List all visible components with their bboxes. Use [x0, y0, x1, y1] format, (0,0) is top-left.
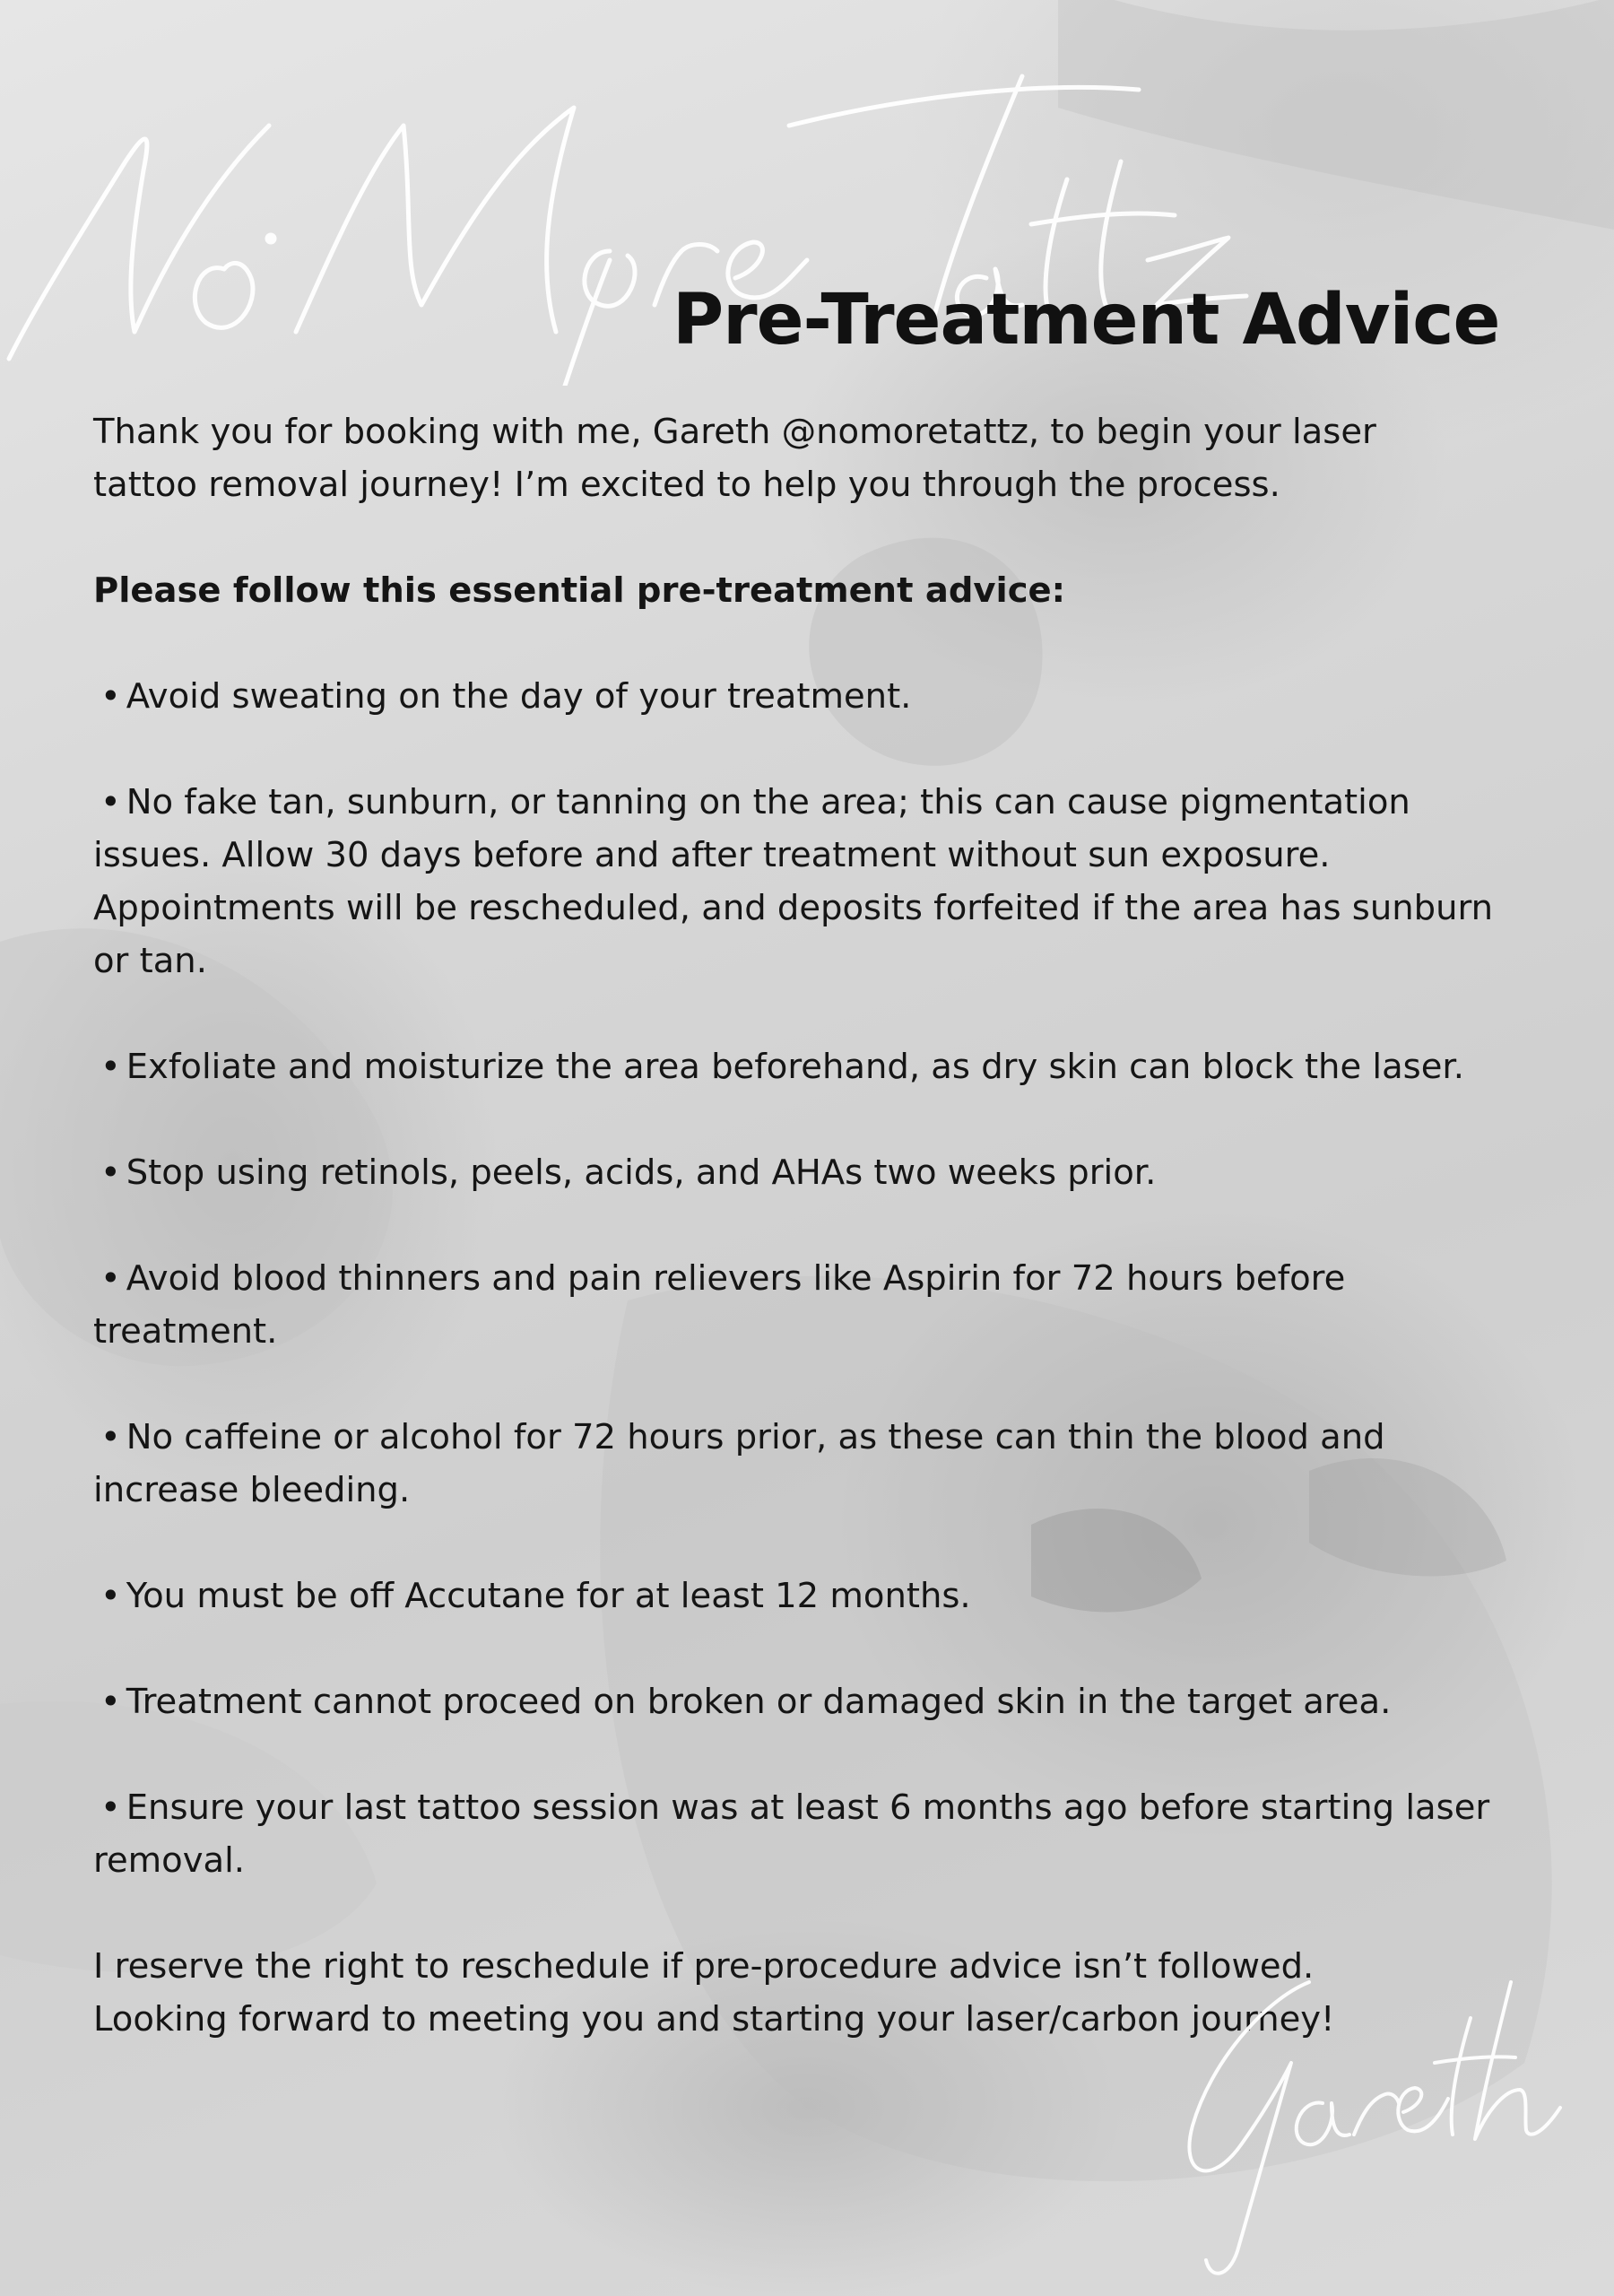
bullet-icon: • [100, 676, 121, 717]
advice-item-text: Treatment cannot proceed on broken or damaged skin in the target area. [126, 1682, 1392, 1722]
advice-item [93, 1040, 1537, 1093]
gareth-signature [1157, 1946, 1578, 2287]
bullet-icon: • [100, 782, 121, 822]
advice-item [93, 1781, 1537, 1887]
advice-item-text: Stop using retinols, peels, acids, and AHAs two weeks prior. [126, 1152, 1157, 1193]
advice-item-text: Exfoliate and moisturize the area beforehand, as dry skin can block the laser. [126, 1047, 1464, 1087]
intro-line: Thank you for booking with me, Gareth @nomoretattz, to begin your laser [93, 412, 1376, 452]
bullet-icon: • [100, 1576, 121, 1616]
advice-list [93, 670, 1537, 1887]
intro-line: tattoo removal journey! I’m excited to help you through the process. [93, 465, 1280, 505]
advice-item [93, 1146, 1537, 1199]
bullet-icon: • [100, 1258, 121, 1299]
advice-heading: Please follow this essential pre-treatment advice: [93, 570, 1066, 611]
bullet-icon: • [100, 1152, 121, 1193]
page-title: Pre-Treatment Advice [672, 280, 1500, 361]
advice-item [93, 1252, 1537, 1358]
advice-item [93, 670, 1537, 723]
bullet-icon: • [100, 1787, 121, 1828]
advice-item [93, 1411, 1537, 1517]
advice-item [93, 776, 1537, 987]
intro-paragraph [93, 405, 1537, 511]
advice-body [93, 405, 1537, 2046]
bullet-icon: • [100, 1682, 121, 1722]
closing-line: I reserve the right to reschedule if pre-procedure advice isn’t followed. [93, 1946, 1315, 1987]
advice-item [93, 1570, 1537, 1622]
advice-item-text: No caffeine or alcohol for 72 hours prior, as these can thin the blood and increase bleeding. [93, 1417, 1385, 1510]
advice-item-text: Avoid sweating on the day of your treatment. [126, 676, 912, 717]
advice-item-text: You must be off Accutane for at least 12 months. [126, 1576, 971, 1616]
advice-item [93, 1675, 1537, 1728]
bullet-icon: • [100, 1047, 121, 1087]
advice-item-text: No fake tan, sunburn, or tanning on the area; this can cause pigmentation issues. Allow 30 days before and after treatment without sun exposure. Appointments will be rescheduled, and deposits forfeited if the area has sunburn or tan. [93, 782, 1494, 981]
closing-line: Looking forward to meeting you and starting your laser/carbon journey! [93, 1999, 1335, 2039]
advice-item-text: Avoid blood thinners and pain relievers like Aspirin for 72 hours before treatment. [93, 1258, 1346, 1352]
advice-item-text: Ensure your last tattoo session was at least 6 months ago before starting laser removal. [93, 1787, 1490, 1881]
bullet-icon: • [100, 1417, 121, 1457]
